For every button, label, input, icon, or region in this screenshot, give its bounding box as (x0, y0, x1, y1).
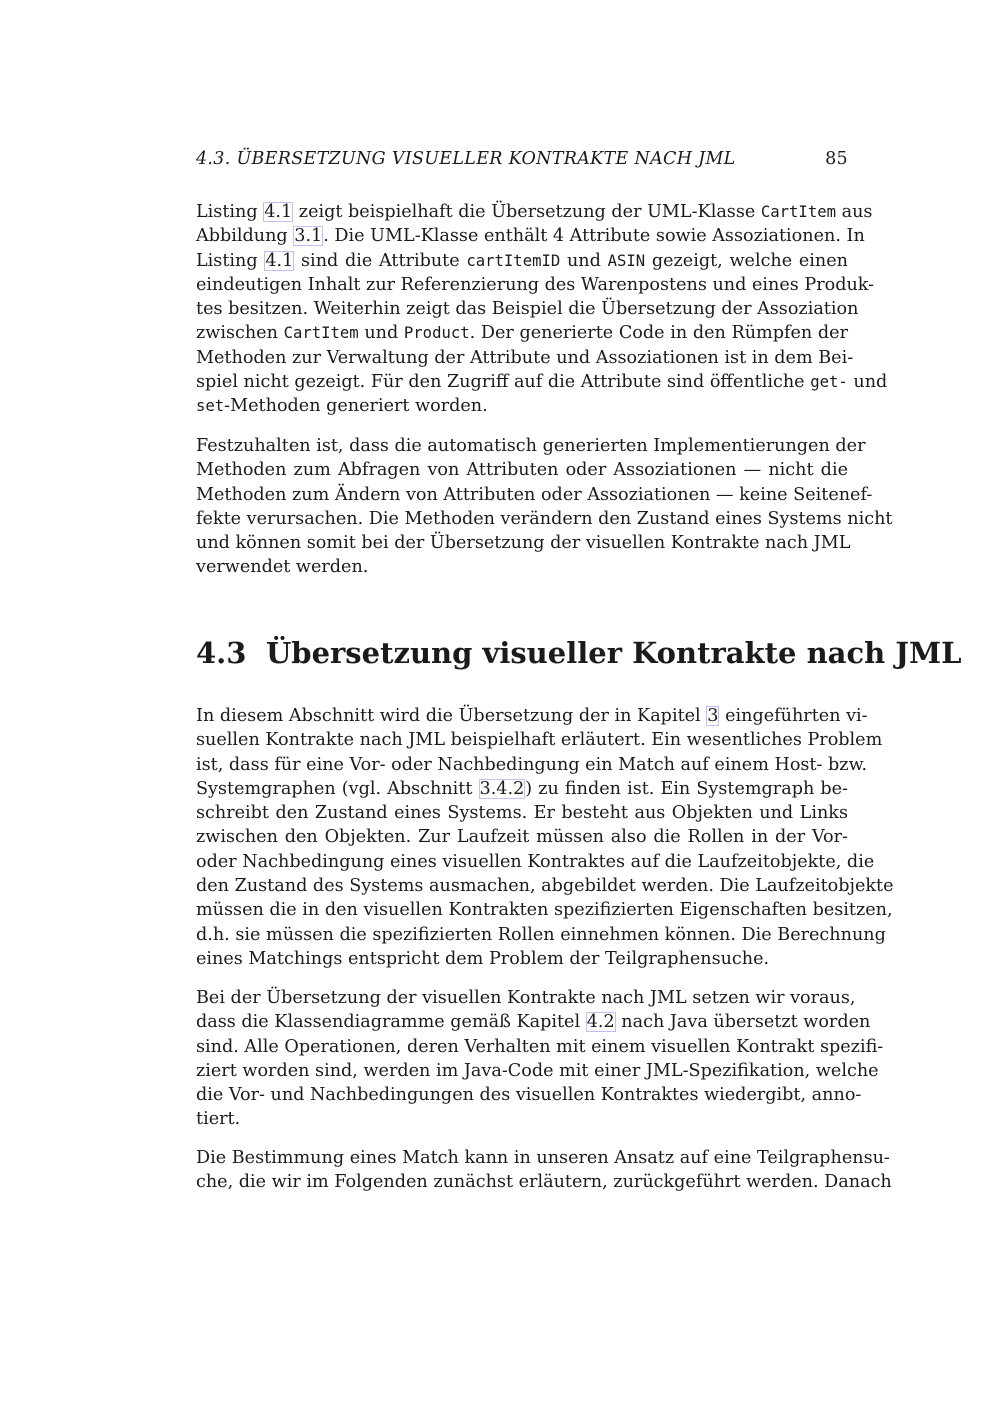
text-line (196, 1083, 862, 1107)
text-line (196, 1035, 884, 1059)
text-run: den Zustand des Systems ausmachen, abgebildet werden. Die Laufzeitobjekte (196, 876, 894, 897)
text-run: Abbildung (196, 226, 294, 247)
text-run: schreibt den Zustand eines Systems. Er besteht aus Objekten und Links (196, 803, 848, 824)
text-run: verwendet werden. (196, 557, 369, 578)
text-line (196, 825, 848, 849)
cross-reference-link[interactable]: 3 (707, 706, 719, 726)
code-identifier: CartItem (283, 324, 359, 343)
text-run: spiel nicht gezeigt. Für den Zugriff auf die Attribute sind öffentliche (196, 372, 811, 393)
text-line (196, 986, 856, 1010)
text-run: Methoden zum Ändern von Attributen oder Assoziationen — keine Seitenef- (196, 484, 873, 505)
text-run: sind. Alle Operationen, deren Verhalten mit einem visuellen Kontrakt spezifi- (196, 1036, 884, 1057)
text-line (196, 1010, 871, 1034)
text-run: eindeutigen Inhalt zur Referenzierung des Warenpostens und eines Produk- (196, 274, 875, 295)
text-run: Methoden zur Verwaltung der Attribute und Assoziationen ist in dem Bei- (196, 347, 854, 368)
text-line (196, 1059, 879, 1083)
paragraph-side-effects (196, 434, 893, 580)
text-line (196, 704, 868, 728)
text-line (196, 200, 873, 224)
text-line (196, 850, 875, 874)
text-run: Systemgraphen (vgl. Abschnitt (196, 778, 479, 799)
running-header-title: 4.3. ÜBERSETZUNG VISUELLER KONTRAKTE NACH JML (196, 149, 736, 169)
text-line (196, 531, 851, 555)
text-run: d.h. sie müssen die spezifizierten Rollen einnehmen können. Die Berechnung (196, 924, 886, 945)
text-run: eines Matchings entspricht dem Problem der Teilgraphensuche. (196, 948, 770, 969)
text-line (196, 507, 893, 531)
section-heading (196, 633, 962, 673)
text-run: suellen Kontrakte nach JML beispielhaft erläutert. Ein wesentliches Problem (196, 730, 883, 751)
code-identifier: CartItem (760, 203, 836, 221)
text-run: eingeführten vi- (719, 706, 868, 726)
text-run: dass die Klassendiagramme gemäß Kapitel (196, 1012, 586, 1033)
text-line (196, 1146, 890, 1170)
text-run: Listing (196, 202, 264, 222)
cross-reference-link[interactable]: 3.4.2 (479, 778, 525, 799)
text-run: nach Java übersetzt worden (615, 1012, 871, 1033)
paragraph-translation-assumptions (196, 986, 884, 1132)
text-run: gezeigt, welche einen (645, 250, 848, 271)
text-run: . Der generierte Code in den Rümpfen der (469, 323, 848, 344)
code-identifier: Product (403, 324, 470, 343)
text-run: und können somit bei der Übersetzung der visuellen Kontrakte nach JML (196, 533, 851, 554)
text-run: ) zu finden ist. Ein Systemgraph be- (525, 778, 848, 799)
code-identifier: get- (810, 373, 848, 392)
text-run: und (560, 250, 608, 271)
paragraph-match-determination (196, 1146, 892, 1195)
text-line (196, 434, 866, 458)
text-line (196, 1170, 892, 1194)
section-title: Übersetzung visueller Kontrakte nach JML (266, 636, 962, 670)
text-line (196, 1107, 848, 1131)
text-run: oder Nachbedingung eines visuellen Kontraktes auf die Laufzeitobjekte, die (196, 851, 875, 872)
text-run: zwischen den Objekten. Zur Laufzeit müssen also die Rollen in der Vor- (196, 827, 848, 848)
text-run: tes besitzen. Weiterhin zeigt das Beispiel die Übersetzung der Assoziation (196, 299, 859, 320)
paragraph-listing-description (196, 200, 888, 419)
text-run: ist, dass für eine Vor- oder Nachbedingung ein Match auf einem Host- bzw. (196, 754, 868, 775)
text-line (196, 753, 868, 777)
text-run: und (847, 372, 888, 393)
text-run: und (358, 323, 404, 344)
text-line (196, 898, 893, 922)
text-line (196, 458, 848, 482)
text-line (196, 370, 888, 394)
text-line (196, 249, 848, 273)
text-run: ziert worden sind, werden im Java-Code mit einer JML-Spezifikation, welche (196, 1060, 879, 1081)
text-run: . Die UML-Klasse enthält 4 Attribute sowie Assoziationen. In (323, 226, 865, 247)
code-identifier: cartItemID (466, 251, 561, 270)
text-line (196, 947, 848, 971)
text-run: zwischen (196, 323, 284, 344)
text-run: Methoden zum Abfragen von Attributen oder Assoziationen — nicht die (196, 460, 848, 481)
code-identifier: ASIN (607, 251, 646, 270)
text-run: Listing (196, 250, 265, 271)
text-line (196, 297, 859, 321)
text-line (196, 321, 848, 345)
code-identifier: set (196, 397, 225, 416)
text-run: die Vor- und Nachbedingungen des visuellen Kontraktes wiedergibt, anno- (196, 1085, 862, 1106)
text-run: sind die Attribute (294, 250, 467, 271)
text-line (196, 777, 848, 801)
cross-reference-link[interactable]: 3.1 (294, 226, 323, 247)
running-header (196, 147, 848, 171)
text-line (196, 923, 886, 947)
text-run: fekte verursachen. Die Methoden verändern den Zustand eines Systems nicht (196, 508, 893, 529)
cross-reference-link[interactable]: 4.2 (586, 1012, 615, 1033)
text-run: -Methoden generiert worden. (224, 396, 488, 417)
section-number: 4.3 (196, 636, 247, 670)
cross-reference-link[interactable]: 4.1 (264, 202, 293, 222)
text-line (196, 273, 875, 297)
text-line (196, 224, 865, 248)
text-run: Festzuhalten ist, dass die automatisch generierten Implementierungen der (196, 436, 866, 456)
text-run: aus (835, 202, 873, 222)
text-run: che, die wir im Folgenden zunächst erläutern, zurückgeführt werden. Danach (196, 1172, 892, 1193)
text-line (196, 874, 894, 898)
text-line (196, 728, 883, 752)
text-line (196, 483, 873, 507)
text-line (196, 346, 854, 370)
page-number: 85 (825, 149, 848, 169)
text-line (196, 801, 848, 825)
cross-reference-link[interactable]: 4.1 (265, 250, 294, 271)
text-line (196, 555, 848, 579)
text-run: zeigt beispielhaft die Übersetzung der UML-Klasse (293, 202, 761, 222)
paragraph-section-intro (196, 704, 894, 971)
text-run: Bei der Übersetzung der visuellen Kontrakte nach JML setzen wir voraus, (196, 988, 856, 1008)
text-run: Die Bestimmung eines Match kann in unseren Ansatz auf eine Teilgraphensu- (196, 1148, 890, 1168)
text-run: In diesem Abschnitt wird die Übersetzung der in Kapitel (196, 706, 707, 726)
text-run: müssen die in den visuellen Kontrakten spezifizierten Eigenschaften besitzen, (196, 900, 893, 921)
text-line (196, 394, 848, 418)
text-run: tiert. (196, 1109, 241, 1130)
